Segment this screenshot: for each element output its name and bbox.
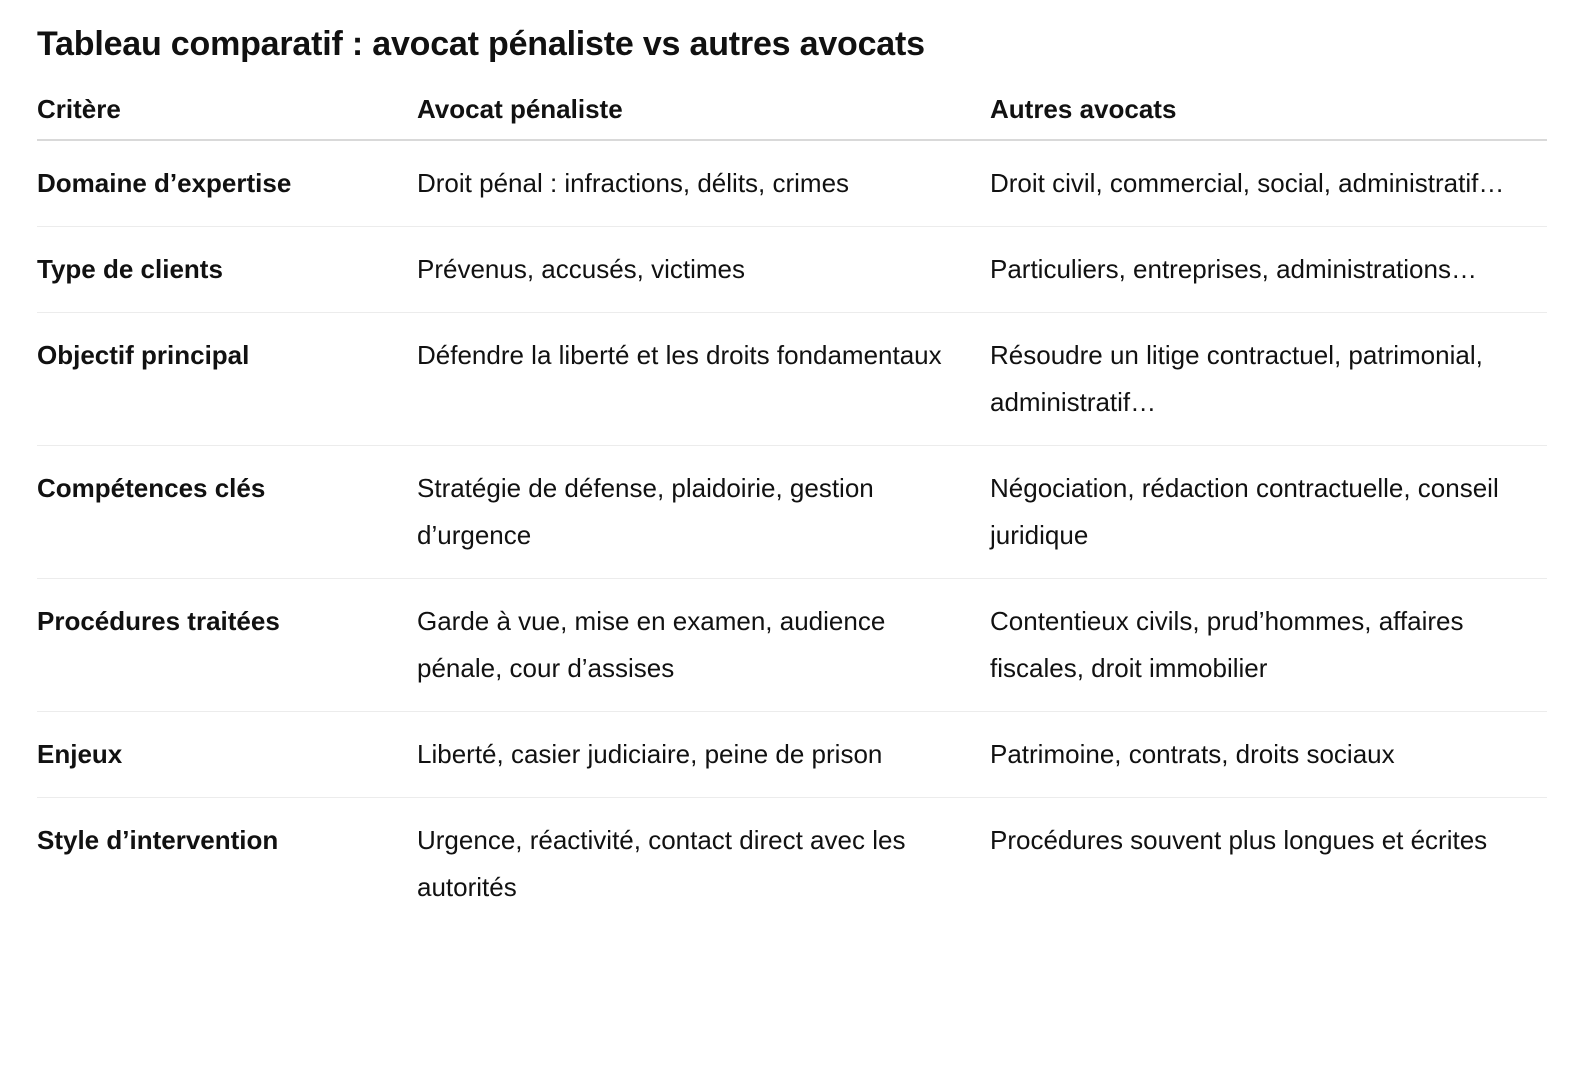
row-autres-cell: Négociation, rédaction contractuelle, conseil juridique xyxy=(990,446,1547,579)
row-autres-cell: Droit civil, commercial, social, administratif… xyxy=(990,140,1547,227)
row-penaliste-cell: Stratégie de défense, plaidoirie, gestion d’urgence xyxy=(417,446,990,579)
table-row xyxy=(37,798,1547,931)
table-row xyxy=(37,140,1547,227)
row-penaliste-cell: Défendre la liberté et les droits fondamentaux xyxy=(417,313,990,446)
table-row xyxy=(37,227,1547,313)
table-row xyxy=(37,712,1547,798)
table-row xyxy=(37,446,1547,579)
row-autres-cell: Résoudre un litige contractuel, patrimonial, administratif… xyxy=(990,313,1547,446)
row-penaliste-cell: Droit pénal : infractions, délits, crimes xyxy=(417,140,990,227)
table-header-row xyxy=(37,93,1547,140)
page-title: Tableau comparatif : avocat pénaliste vs autres avocats xyxy=(37,25,925,63)
table-row xyxy=(37,313,1547,446)
row-criterion: Domaine d’expertise xyxy=(37,140,417,227)
row-penaliste-cell: Prévenus, accusés, victimes xyxy=(417,227,990,313)
row-penaliste-cell: Liberté, casier judiciaire, peine de prison xyxy=(417,712,990,798)
column-header-critere: Critère xyxy=(37,93,417,140)
row-penaliste-cell: Urgence, réactivité, contact direct avec les autorités xyxy=(417,825,906,902)
column-header-autres-avocats: Autres avocats xyxy=(990,93,1547,140)
row-criterion: Procédures traitées xyxy=(37,579,417,712)
row-criterion: Style d’intervention xyxy=(37,825,279,855)
row-penaliste-cell: Garde à vue, mise en examen, audience pénale, cour d’assises xyxy=(417,579,990,712)
row-autres-cell: Particuliers, entreprises, administrations… xyxy=(990,227,1547,313)
column-header-avocat-penaliste: Avocat pénaliste xyxy=(417,93,990,140)
row-criterion: Type de clients xyxy=(37,227,417,313)
row-autres-cell: Patrimoine, contrats, droits sociaux xyxy=(990,712,1547,798)
comparison-table xyxy=(37,93,1547,930)
row-autres-cell: Contentieux civils, prud’hommes, affaires fiscales, droit immobilier xyxy=(990,579,1547,712)
row-autres-cell: Procédures souvent plus longues et écrites xyxy=(990,825,1488,855)
table-row xyxy=(37,579,1547,712)
row-criterion: Compétences clés xyxy=(37,446,417,579)
row-criterion: Enjeux xyxy=(37,712,417,798)
row-criterion: Objectif principal xyxy=(37,313,417,446)
